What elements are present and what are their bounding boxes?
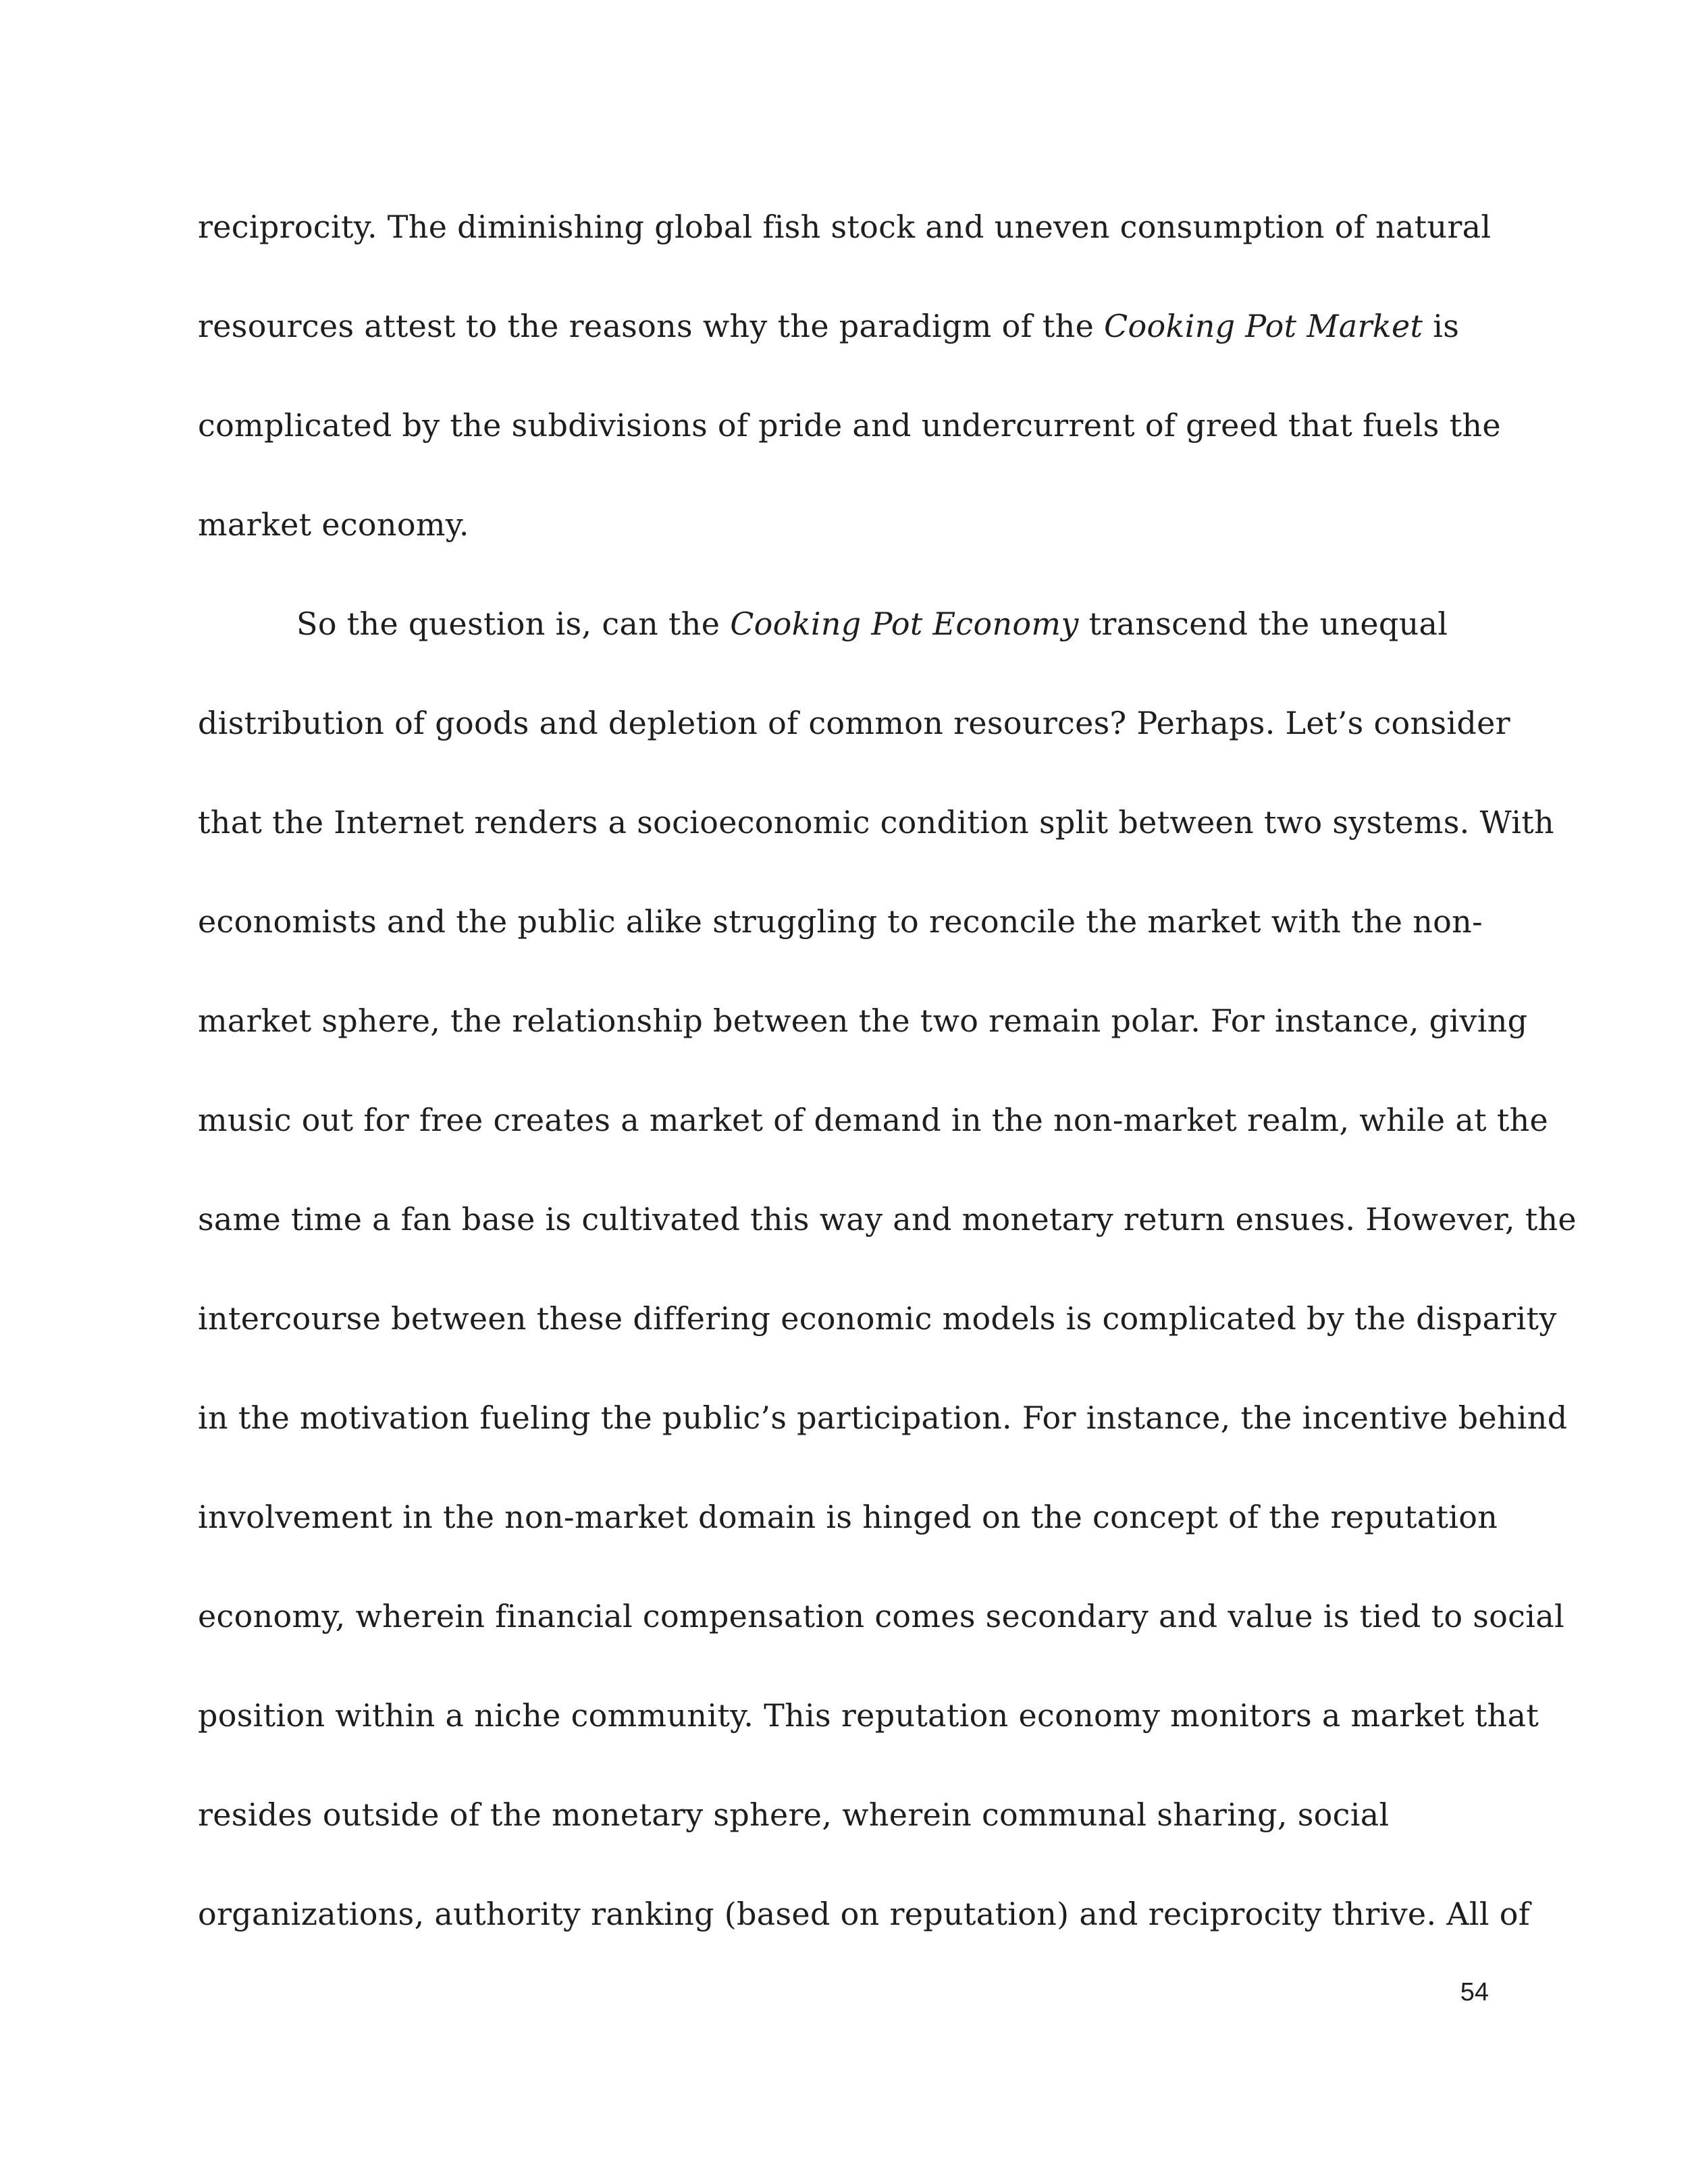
text-line: distribution of goods and depletion of common resources? Perhaps. Let’s consider (198, 705, 1510, 741)
text-line: music out for free creates a market of demand in the non-market realm, while at the (198, 1102, 1549, 1138)
text-line: position within a niche community. This reputation economy monitors a market that (198, 1697, 1539, 1734)
text-line: that the Internet renders a socioeconomic condition split between two systems. With (198, 804, 1554, 841)
text-line: involvement in the non-market domain is hinged on the concept of the reputation (198, 1499, 1498, 1535)
text-line: intercourse between these differing economic models is complicated by the disparity (198, 1300, 1557, 1337)
text-line: complicated by the subdivisions of pride and undercurrent of greed that fuels the (198, 407, 1501, 444)
text-line: same time a fan base is cultivated this way and monetary return ensues. However, the (198, 1201, 1577, 1237)
page-number: 54 (1460, 1978, 1489, 2006)
text-line: reciprocity. The diminishing global fish stock and uneven consumption of natural (198, 209, 1492, 245)
text-line: market economy. (198, 506, 469, 543)
text-line: resides outside of the monetary sphere, wherein communal sharing, social (198, 1796, 1390, 1833)
text-line: economists and the public alike struggling to reconcile the market with the non- (198, 903, 1483, 940)
paragraph-start-line: So the question is, can the Cooking Pot Economy transcend the unequal (296, 606, 1448, 642)
text-line: in the motivation fueling the public’s participation. For instance, the incentive behind (198, 1400, 1568, 1436)
text-line: market sphere, the relationship between the two remain polar. For instance, giving (198, 1003, 1528, 1039)
text-line: organizations, authority ranking (based on reputation) and reciprocity thrive. All of (198, 1896, 1531, 1932)
text-line: economy, wherein financial compensation comes secondary and value is tied to social (198, 1598, 1564, 1634)
italic-title: Cooking Pot Economy (730, 606, 1079, 642)
italic-title: Cooking Pot Market (1104, 308, 1423, 344)
text-line: resources attest to the reasons why the paradigm of the Cooking Pot Market is (198, 308, 1460, 344)
body-text (198, 196, 1577, 1982)
